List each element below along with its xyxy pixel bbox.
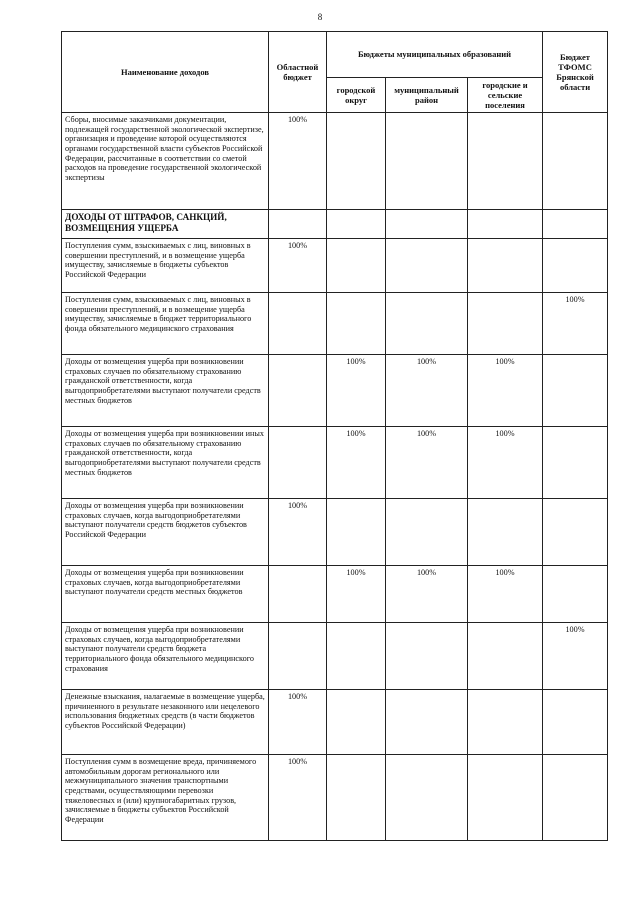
municipal-district-cell [386,210,468,239]
municipal-district-cell: 100% [386,355,468,427]
tfoms-cell [543,690,608,755]
city-district-cell [327,623,386,690]
settlements-cell: 100% [468,566,543,623]
income-name-cell: Поступления сумм, взыскиваемых с лиц, виновных в совершении преступлений, и в возмещение ущерба имуществу, зачисляемые в бюджет территориального фонда обязательного медицинского страхования [62,293,269,355]
city-district-cell [327,293,386,355]
municipal-district-cell [386,623,468,690]
municipal-district-cell [386,113,468,210]
city-district-cell [327,755,386,841]
city-district-cell: 100% [327,427,386,499]
settlements-cell: 100% [468,355,543,427]
table-row [62,113,608,210]
settlements-cell [468,755,543,841]
regional-cell [269,210,327,239]
header-income-name: Наименование доходов [62,32,269,113]
municipal-district-cell [386,499,468,566]
municipal-district-cell: 100% [386,566,468,623]
regional-cell: 100% [269,113,327,210]
header-municipal-district: муниципальный район [386,78,468,113]
city-district-cell: 100% [327,566,386,623]
income-distribution-table [61,31,608,841]
municipal-district-cell: 100% [386,427,468,499]
income-name-cell: Денежные взыскания, налагаемые в возмещение ущерба, причиненного в результате незаконного или нецелевого использования бюджетных средств (в части бюджетов субъектов Российской Федерации) [62,690,269,755]
municipal-district-cell [386,755,468,841]
settlements-cell [468,239,543,293]
regional-cell [269,427,327,499]
income-name-cell: Доходы от возмещения ущерба при возникновении страховых случаев, когда выгодоприобретателями выступают получатели средств бюджетов субъектов Российской Федерации [62,499,269,566]
table-row [62,239,608,293]
income-name-cell: Поступления сумм в возмещение вреда, причиняемого автомобильным дорогам регионального или межмуниципального значения транспортными средствами, осуществляющими перевозки тяжеловесных и (или) крупногабаритных грузов, зачисляемые в бюджеты субъектов Российской Федерации [62,755,269,841]
settlements-cell [468,293,543,355]
tfoms-cell [543,427,608,499]
tfoms-cell [543,566,608,623]
city-district-cell [327,690,386,755]
settlements-cell [468,499,543,566]
city-district-cell: 100% [327,355,386,427]
income-name-cell: Доходы от возмещения ущерба при возникновении страховых случаев, когда выгодоприобретателями выступают получатели средств бюджета территориального фонда обязательного медицинского страхования [62,623,269,690]
settlements-cell [468,623,543,690]
table-row [62,566,608,623]
city-district-cell [327,239,386,293]
table-row [62,355,608,427]
regional-cell: 100% [269,499,327,566]
table-row [62,690,608,755]
header-regional-budget: Областной бюджет [269,32,327,113]
header-settlements: городские и сельские поселения [468,78,543,113]
tfoms-cell: 100% [543,623,608,690]
regional-cell: 100% [269,755,327,841]
municipal-district-cell [386,293,468,355]
table-row [62,499,608,566]
tfoms-cell [543,210,608,239]
tfoms-cell [543,355,608,427]
income-name-cell: ДОХОДЫ ОТ ШТРАФОВ, САНКЦИЙ, ВОЗМЕЩЕНИЯ УЩЕРБА [62,210,269,239]
city-district-cell [327,113,386,210]
income-name-cell: Доходы от возмещения ущерба при возникновении страховых случаев, когда выгодоприобретателями выступают получатели средств местных бюджетов [62,566,269,623]
regional-cell: 100% [269,690,327,755]
table-row [62,623,608,690]
regional-cell [269,293,327,355]
regional-cell [269,623,327,690]
municipal-district-cell [386,690,468,755]
tfoms-cell [543,239,608,293]
header-municipal-budgets: Бюджеты муниципальных образований [327,32,543,78]
settlements-cell [468,210,543,239]
section-row [62,210,608,239]
header-city-district: городской округ [327,78,386,113]
income-name-cell: Сборы, вносимые заказчиками документации, подлежащей государственной экологической экспертизе, организация и проведение которой осуществляются органами государственной власти субъектов Российской Федерации, рассчитанные в соответствии со сметой расходов на проведение государственной экологической экспертизы [62,113,269,210]
tfoms-cell [543,755,608,841]
regional-cell: 100% [269,239,327,293]
settlements-cell [468,113,543,210]
income-name-cell: Доходы от возмещения ущерба при возникновении страховых случаев по обязательному страхованию гражданской ответственности, когда выгодоприобретателями выступают получатели средств местных бюджетов [62,355,269,427]
tfoms-cell [543,113,608,210]
income-name-cell: Доходы от возмещения ущерба при возникновении иных страховых случаев по обязательному страхованию гражданской ответственности, когда выгодоприобретателями выступают получатели средств местных бюджетов [62,427,269,499]
tfoms-cell: 100% [543,293,608,355]
income-name-cell: Поступления сумм, взыскиваемых с лиц, виновных в совершении преступлений, и в возмещение ущерба имуществу, зачисляемые в бюджеты субъектов Российской Федерации [62,239,269,293]
tfoms-cell [543,499,608,566]
page-number: 8 [317,12,323,22]
regional-cell [269,566,327,623]
settlements-cell [468,690,543,755]
city-district-cell [327,499,386,566]
settlements-cell: 100% [468,427,543,499]
table-row [62,427,608,499]
table-row [62,755,608,841]
table-body [62,113,608,841]
city-district-cell [327,210,386,239]
municipal-district-cell [386,239,468,293]
header-tfoms-budget: Бюджет ТФОМС Брянской области [543,32,608,113]
regional-cell [269,355,327,427]
table-row [62,293,608,355]
